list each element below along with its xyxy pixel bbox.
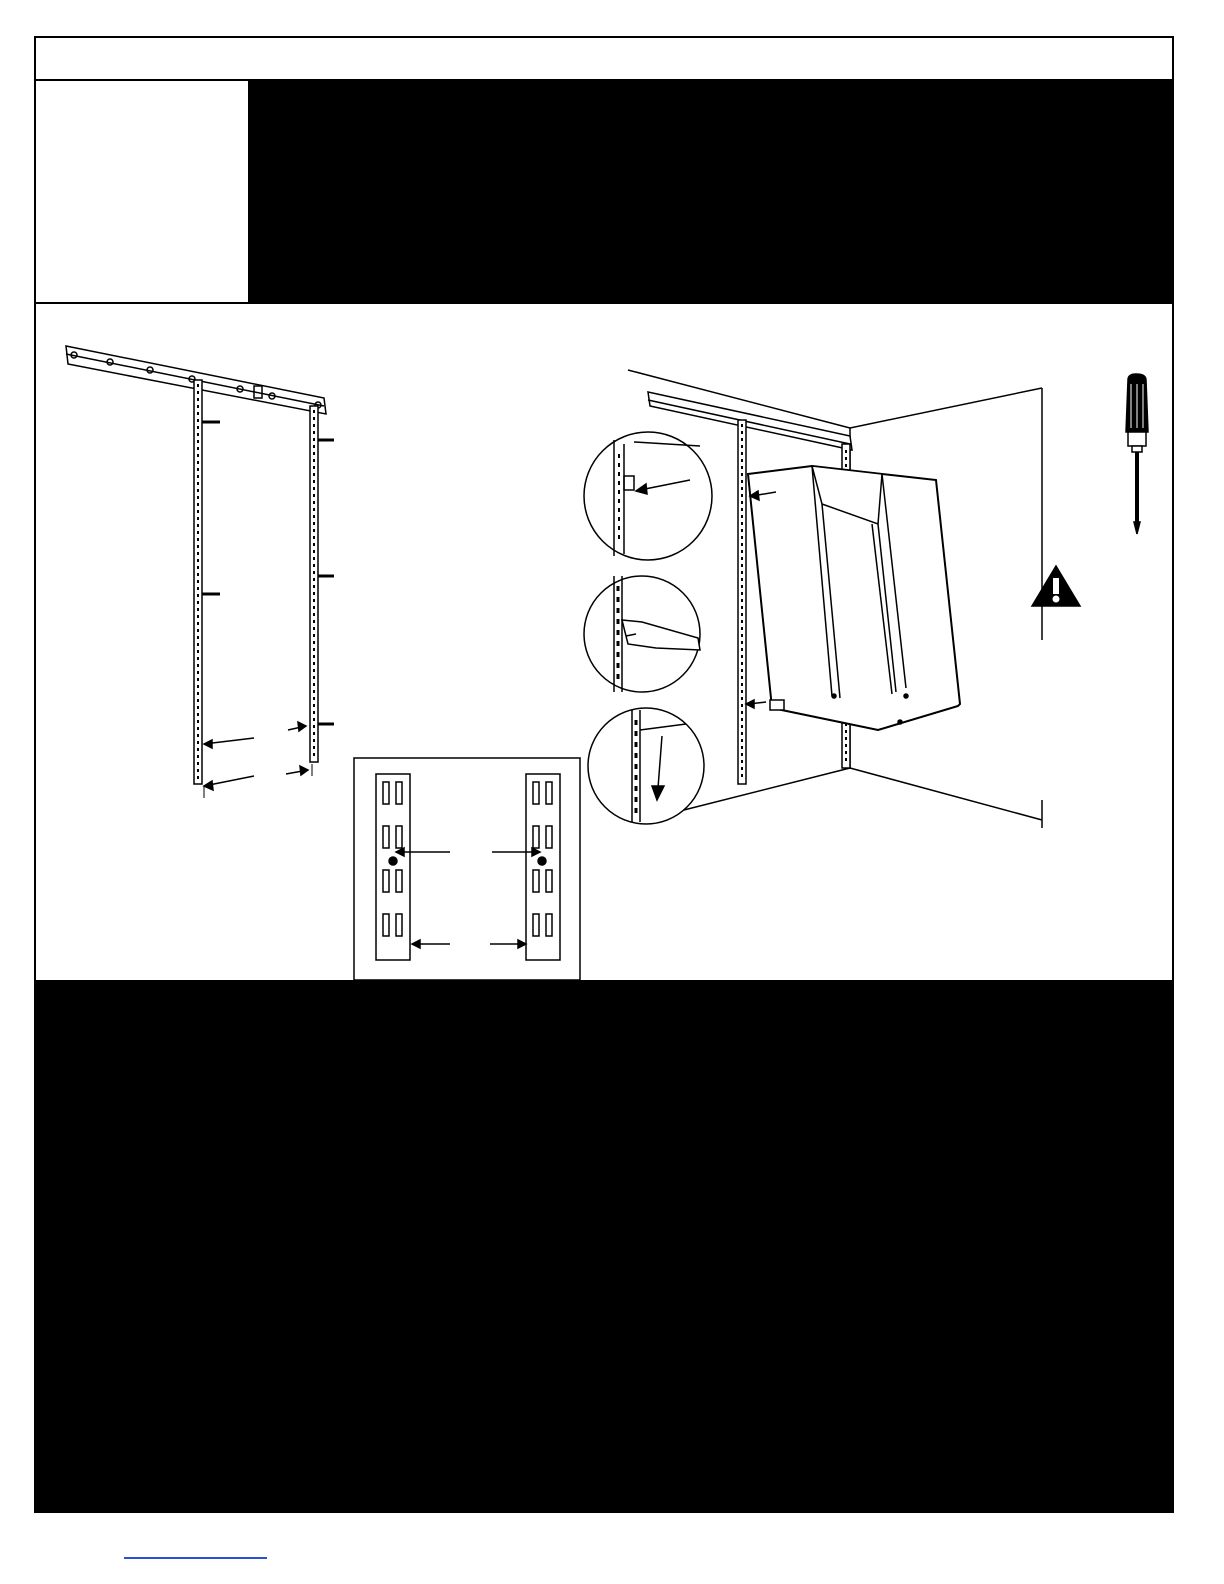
step-header-band (250, 81, 1172, 302)
title-strip (36, 38, 1172, 81)
warning-triangle-icon (1032, 566, 1080, 606)
zoom-detail-bracket-seat (584, 576, 700, 692)
assembly-illustration (36, 304, 1172, 980)
footer-link[interactable] (124, 1557, 267, 1559)
rail-and-uprights-figure (66, 346, 334, 798)
step-number-box (36, 81, 250, 302)
manual-page-frame (34, 36, 1174, 1513)
zoom-detail-hook-engage (584, 432, 712, 560)
zoom-detail-slide-down (588, 708, 704, 824)
instruction-text-band (36, 980, 1172, 1511)
upright-slot-detail-inset (354, 758, 580, 980)
screwdriver-icon (1126, 374, 1148, 534)
